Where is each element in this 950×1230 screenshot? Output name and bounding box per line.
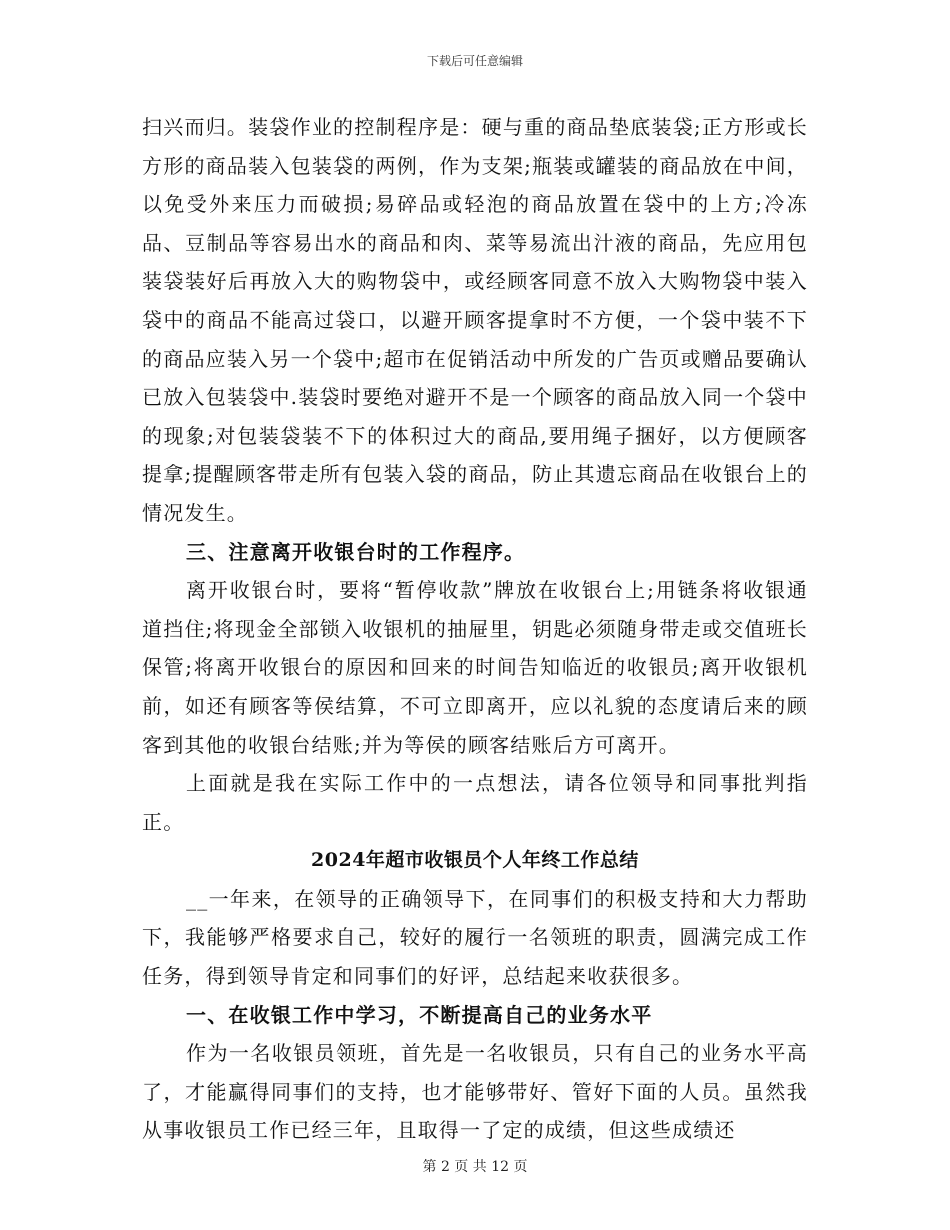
page-footer: 第 2 页 共 12 页 xyxy=(422,1159,528,1175)
section-heading-learning: 一、在收银工作中学习，不断提高自己的业务水平 xyxy=(186,1002,653,1027)
paragraph-closing-remarks: 上面就是我在实际工作中的一点想法，请各位领导和同事批判指正。 xyxy=(142,771,808,834)
paragraph-cashier-lead: 作为一名收银员领班，首先是一名收银员，只有自己的业务水平高了，才能赢得同事们的支持，也才能够带好、管好下面的人员。虽然我从事收银员工作已经三年，且取得一了定的成绩，但这些成绩还 xyxy=(142,1041,808,1143)
document-title: 2024年超市收银员个人年终工作总结 xyxy=(311,849,639,872)
paragraph-year-summary: __一年来，在领导的正确领导下，在同事们的积极支持和大力帮助下，我能够严格要求自己，较好的履行一名领班的职责，圆满完成工作任务，得到领导肯定和同事们的好评，总结起来收获很多。 xyxy=(142,886,808,989)
section-heading-leaving-counter: 三、注意离开收银台时的工作程序。 xyxy=(186,539,526,564)
page-header: 下载后可任意编辑 xyxy=(426,54,523,68)
document-body xyxy=(142,108,808,1150)
paragraph-bagging-procedure: 扫兴而归。装袋作业的控制程序是：硬与重的商品垫底装袋;正方形或长方形的商品装入包装袋的两例，作为支架;瓶装或罐装的商品放在中间，以免受外来压力而破损;易碎品或轻泡的商品放置在袋中的上方;冷冻品、豆制品等容易出水的商品和肉、菜等易流出汁液的商品，先应用包装袋装好后再放入大的购物袋中，或经顾客同意不放入大购物袋中装入袋中的商品不能高过袋口，以避开顾客提拿时不方便，一个袋中装不下的商品应装入另一个袋中;超市在促销活动中所发的广告页或赠品要确认已放入包装袋中.装袋时要绝对避开不是一个顾客的商品放入同一个袋中的现象;对包装袋装不下的体积过大的商品,要用绳子捆好，以方便顾客提拿;提醒顾客带走所有包装入袋的商品，防止其遗忘商品在收银台上的情况发生。 xyxy=(142,115,808,525)
paragraph-leaving-counter: 离开收银台时，要将“暂停收款”牌放在收银台上;用链条将收银通道挡住;将现金全部锁入收银机的抽屉里，钥匙必须随身带走或交值班长保管;将离开收银台的原因和回来的时间告知临近的收银员;离开收银机前，如还有顾客等侯结算，不可立即离开，应以礼貌的态度请后来的顾客到其他的收银台结账;并为等侯的顾客结账后方可离开。 xyxy=(142,578,808,757)
